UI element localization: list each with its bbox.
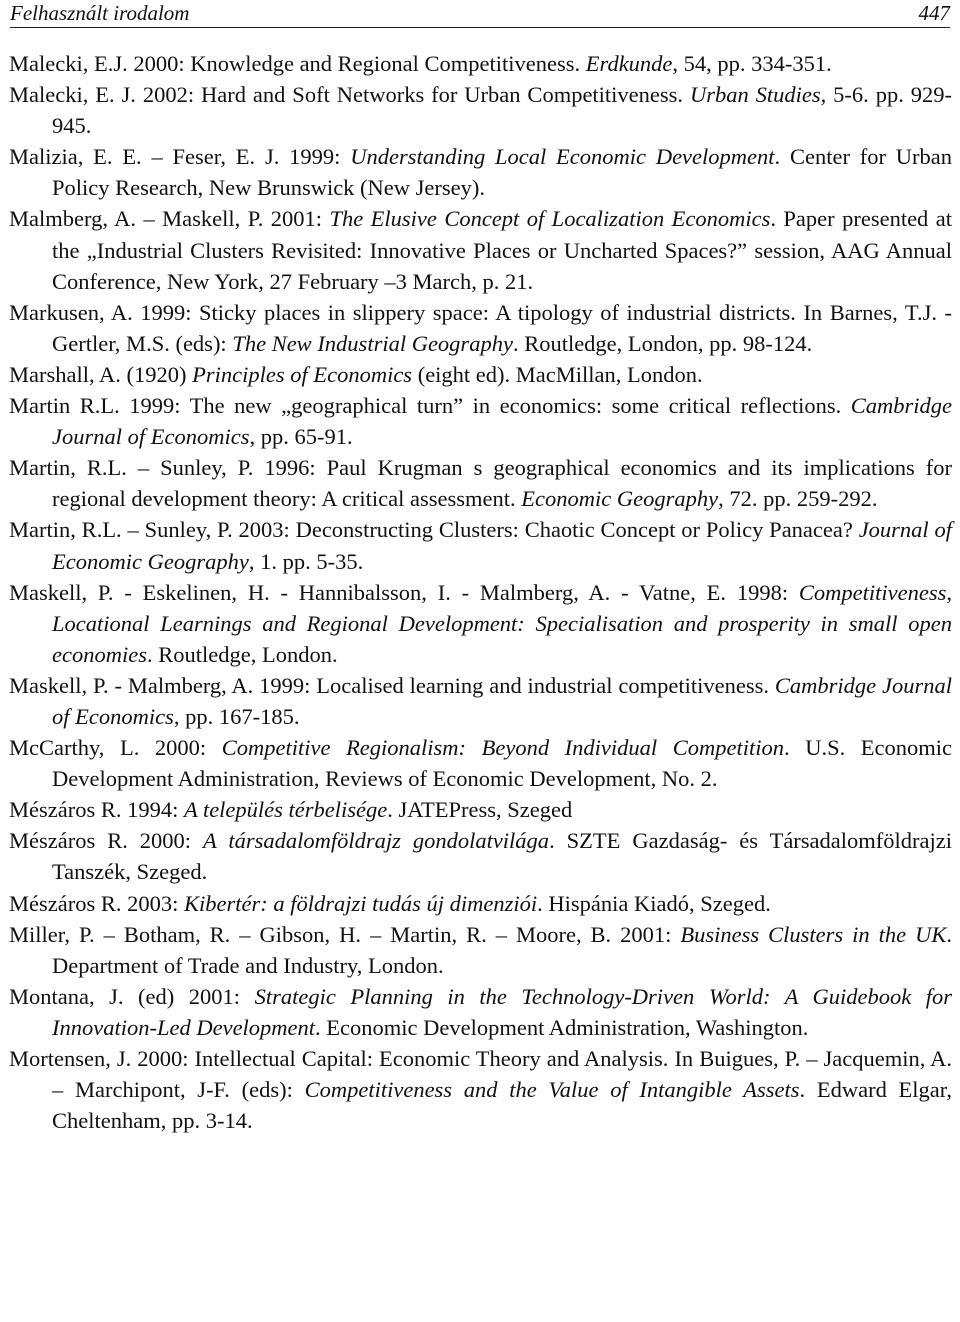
- reference-text: Montana, J. (ed) 2001:: [9, 983, 255, 1009]
- reference-entry: [9, 825, 952, 887]
- reference-text: Mészáros R. 2003:: [9, 890, 184, 916]
- reference-text: . SZTE Gazdaság- és Társadalomföldrajzi Tanszék, Szeged.: [52, 828, 952, 885]
- reference-entry: [9, 79, 952, 141]
- reference-title: The New Industrial Geography: [232, 330, 513, 356]
- reference-entry: [9, 981, 952, 1043]
- reference-text: (eight ed). MacMillan, London.: [412, 361, 703, 387]
- reference-entry: [9, 577, 952, 670]
- reference-entry: [9, 297, 952, 359]
- reference-text: . Hispánia Kiadó, Szeged.: [537, 890, 771, 916]
- reference-entry: [9, 203, 952, 296]
- reference-title: Understanding Local Economic Development: [350, 144, 775, 170]
- reference-text: Marshall, A. (1920): [9, 361, 193, 387]
- reference-entry: [9, 1043, 952, 1136]
- reference-title: Economic Geography: [521, 486, 719, 512]
- reference-text: , 1. pp. 5-35.: [248, 548, 364, 574]
- reference-text: , pp. 167-185.: [173, 703, 300, 729]
- reference-text: . Edward Elgar, Cheltenham, pp. 3-14.: [52, 1077, 953, 1134]
- reference-text: , pp. 65-91.: [249, 424, 353, 450]
- reference-text: . Paper presented at the „Industrial Clusters Revisited: Innovative Places or Uncharted Spaces?” session, AAG Annual Conference, New York, 27 February –3 March, p. 21.: [52, 206, 952, 294]
- reference-text: Martin, R.L. – Sunley, P. 1996: Paul Krugman s geographical economics and its implications for regional development theory: A critical assessment.: [9, 455, 952, 512]
- reference-text: . Department of Trade and Industry, London.: [52, 921, 953, 978]
- reference-text: Maskell, P. - Eskelinen, H. - Hannibalsson, I. - Malmberg, A. - Vatne, E. 1998:: [9, 579, 799, 605]
- reference-title: Journal of Economic Geography: [52, 517, 953, 574]
- reference-title: Competitiveness, Locational Learnings and Regional Development: Specialisation and prosperity in small open economies: [52, 579, 952, 667]
- section-title: Felhasznált irodalom: [10, 1, 190, 25]
- reference-text: . JATEPress, Szeged: [387, 797, 573, 823]
- reference-text: Mortensen, J. 2000: Intellectual Capital: Economic Theory and Analysis. In Buigues, P. – Jacquemin, A. – Marchipont, J-F. (eds):: [9, 1046, 952, 1103]
- reference-entry: [9, 919, 952, 981]
- reference-text: Mészáros R. 1994:: [9, 797, 184, 823]
- reference-title: Principles of Economics: [192, 361, 413, 387]
- reference-title: A társadalomföldrajz gondolatvilága: [203, 828, 550, 854]
- reference-text: Maskell, P. - Malmberg, A. 1999: Localised learning and industrial competitiveness.: [9, 672, 775, 698]
- reference-text: McCarthy, L. 2000:: [9, 735, 222, 761]
- reference-text: Martin R.L. 1999: The new „geographical turn” in economics: some critical reflections.: [9, 393, 851, 419]
- reference-text: Mészáros R. 2000:: [9, 828, 204, 854]
- reference-title: Cambridge Journal of Economics: [52, 672, 953, 729]
- reference-text: Malmberg, A. – Maskell, P. 2001:: [9, 206, 330, 232]
- reference-text: , 5-6. pp. 929-945.: [52, 82, 953, 139]
- reference-entry: [9, 514, 952, 576]
- reference-text: Malizia, E. E. – Feser, E. J. 1999:: [9, 144, 351, 170]
- reference-list: [9, 48, 952, 1136]
- reference-text: . Center for Urban Policy Research, New Brunswick (New Jersey).: [52, 144, 952, 201]
- reference-entry: [9, 670, 952, 732]
- reference-title: The Elusive Concept of Localization Economics: [329, 206, 771, 232]
- running-header: [10, 0, 950, 28]
- reference-entry: [9, 141, 952, 203]
- reference-text: Miller, P. – Botham, R. – Gibson, H. – Martin, R. – Moore, B. 2001:: [9, 921, 681, 947]
- reference-title: Business Clusters in the UK: [680, 921, 947, 947]
- reference-title: A település térbelisége: [183, 797, 388, 823]
- reference-title: Competitiveness and the Value of Intangible Assets: [304, 1077, 800, 1103]
- reference-text: . Routledge, London.: [146, 641, 338, 667]
- reference-entry: [9, 732, 952, 794]
- reference-entry: [9, 48, 952, 79]
- reference-entry: [9, 452, 952, 514]
- reference-entry: [9, 794, 952, 825]
- reference-text: Martin, R.L. – Sunley, P. 2003: Deconstructing Clusters: Chaotic Concept or Policy Panacea?: [9, 517, 859, 543]
- reference-entry: [9, 390, 952, 452]
- reference-text: Malecki, E. J. 2002: Hard and Soft Networks for Urban Competitiveness.: [9, 82, 690, 108]
- reference-title: Competitive Regionalism: Beyond Individual Competition: [221, 735, 784, 761]
- reference-text: . Routledge, London, pp. 98-124.: [512, 330, 813, 356]
- reference-title: Kibertér: a földrajzi tudás új dimenziói: [183, 890, 538, 916]
- reference-title: Urban Studies: [689, 82, 821, 108]
- reference-text: . Economic Development Administration, Washington.: [315, 1014, 809, 1040]
- reference-title: Cambridge Journal of Economics: [52, 393, 952, 450]
- reference-title: Erdkunde: [585, 51, 673, 76]
- reference-title: Strategic Planning in the Technology-Driven World: A Guidebook for Innovation-Led Development: [52, 983, 952, 1040]
- reference-text: . U.S. Economic Development Administration, Reviews of Economic Development, No. 2.: [52, 735, 953, 792]
- reference-text: Malecki, E.J. 2000: Knowledge and Regional Competitiveness.: [9, 51, 586, 76]
- reference-text: Markusen, A. 1999: Sticky places in slippery space: A tipology of industrial districts. In Barnes, T.J. - Gertler, M.S. (eds):: [9, 299, 952, 356]
- reference-text: , 72. pp. 259-292.: [718, 486, 878, 512]
- page-number: 447: [918, 1, 950, 25]
- reference-text: , 54, pp. 334-351.: [672, 51, 832, 76]
- reference-entry: [9, 359, 952, 390]
- reference-entry: [9, 888, 952, 919]
